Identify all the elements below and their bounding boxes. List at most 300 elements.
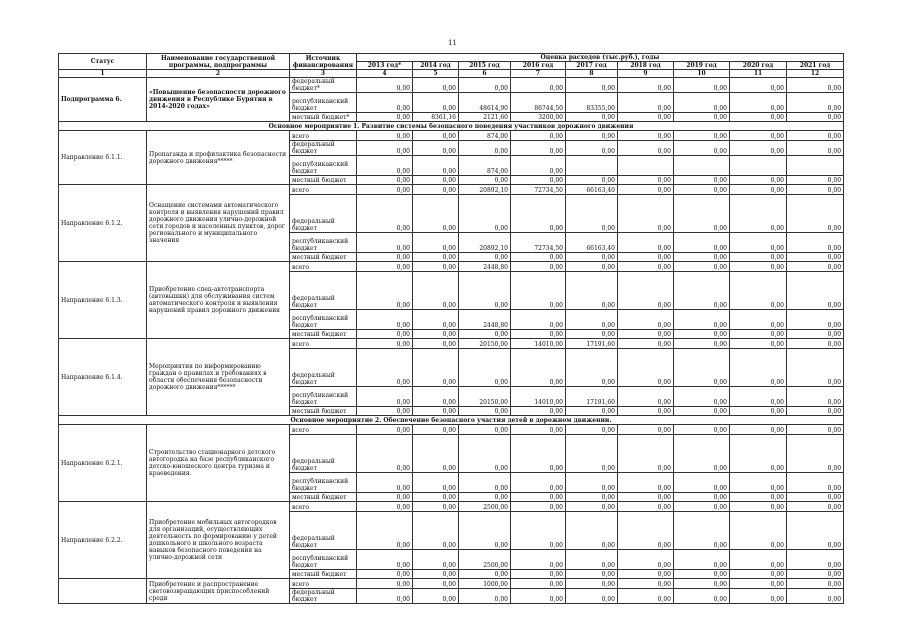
table-row — [59, 339, 844, 349]
funding-source: федеральный бюджет — [290, 195, 357, 233]
index-cell-3: 3 — [290, 70, 357, 78]
index-cell-1: 1 — [59, 70, 147, 78]
value-cell: 0,00 — [511, 176, 566, 185]
row-name: Строительство стационарного детского автогородка на базе республиканского детско-юношеского центра туризма и краеведения. — [147, 425, 290, 502]
value-cell: 0,00 — [618, 512, 674, 550]
header-year-9: 2021 год — [787, 62, 844, 70]
funding-source: всего — [290, 131, 357, 141]
value-cell: 72734,50 — [511, 233, 566, 253]
header-year-2: 2014 год — [413, 62, 459, 70]
value-cell: 0,00 — [357, 570, 413, 579]
value-cell: 0,00 — [511, 502, 566, 512]
header-status: Статус — [59, 54, 147, 70]
value-cell: 66163,40 — [566, 185, 618, 195]
value-cell: 0,00 — [787, 262, 844, 272]
value-cell: 0,00 — [618, 141, 674, 156]
value-cell — [618, 156, 674, 176]
index-cell-12: 12 — [787, 70, 844, 78]
value-cell: 17191,60 — [566, 339, 618, 349]
value-cell: 0,00 — [566, 407, 618, 416]
value-cell: 0,00 — [459, 253, 511, 262]
value-cell: 0,00 — [730, 349, 787, 387]
value-cell: 0,00 — [413, 493, 459, 502]
index-cell-6: 6 — [459, 70, 511, 78]
value-cell: 0,00 — [787, 113, 844, 122]
row-name: Оснащение системами автоматического контроля и выявления нарушений правил дорожного движения улично-дорожной сети городов и населенных пунктов, дорог регионального и муниципального значения — [147, 185, 290, 262]
table-row — [59, 78, 844, 93]
value-cell: 0,00 — [787, 272, 844, 310]
value-cell: 0,00 — [730, 435, 787, 473]
value-cell: 0,00 — [730, 387, 787, 407]
header-year-8: 2020 год — [730, 62, 787, 70]
value-cell: 0,00 — [357, 550, 413, 570]
funding-source: федеральный бюджет — [290, 589, 357, 604]
value-cell: 0,00 — [357, 156, 413, 176]
value-cell: 0,00 — [357, 502, 413, 512]
value-cell: 0,00 — [674, 387, 730, 407]
value-cell: 0,00 — [459, 407, 511, 416]
value-cell: 0,00 — [787, 233, 844, 253]
value-cell: 0,00 — [413, 195, 459, 233]
value-cell: 0,00 — [618, 272, 674, 310]
value-cell: 0,00 — [787, 579, 844, 589]
value-cell: 0,00 — [618, 310, 674, 330]
value-cell: 0,00 — [674, 176, 730, 185]
value-cell: 0,00 — [566, 253, 618, 262]
value-cell: 0,00 — [459, 435, 511, 473]
value-cell: 0,00 — [674, 93, 730, 113]
value-cell: 0,00 — [618, 387, 674, 407]
header-year-1: 2013 год* — [357, 62, 413, 70]
value-cell: 0,00 — [566, 425, 618, 435]
value-cell: 0,00 — [618, 473, 674, 493]
index-cell-7: 7 — [511, 70, 566, 78]
value-cell: 0,00 — [618, 407, 674, 416]
value-cell: 0,00 — [566, 589, 618, 604]
value-cell: 0,00 — [674, 131, 730, 141]
value-cell: 20150,00 — [459, 339, 511, 349]
value-cell: 0,00 — [730, 339, 787, 349]
funding-source: местный бюджет — [290, 407, 357, 416]
value-cell: 0,00 — [730, 233, 787, 253]
header-row-1 — [59, 54, 844, 62]
value-cell: 0,00 — [730, 502, 787, 512]
value-cell: 0,00 — [413, 579, 459, 589]
value-cell: 0,00 — [566, 579, 618, 589]
value-cell: 0,00 — [787, 425, 844, 435]
value-cell: 20150,00 — [459, 387, 511, 407]
value-cell: 0,00 — [674, 493, 730, 502]
value-cell: 0,00 — [787, 185, 844, 195]
value-cell: 0,00 — [413, 253, 459, 262]
row-status: Подпрограмма 6. — [59, 78, 147, 122]
value-cell: 0,00 — [618, 339, 674, 349]
value-cell: 0,00 — [730, 195, 787, 233]
value-cell: 0,00 — [511, 330, 566, 339]
value-cell: 0,00 — [459, 493, 511, 502]
value-cell: 0,00 — [357, 113, 413, 122]
funding-source: всего — [290, 339, 357, 349]
funding-source: федеральный бюджет — [290, 512, 357, 550]
value-cell: 0,00 — [511, 253, 566, 262]
value-cell: 0,00 — [459, 473, 511, 493]
value-cell: 0,00 — [566, 570, 618, 579]
funding-source: федеральный бюджет* — [290, 78, 357, 93]
value-cell: 0,00 — [730, 93, 787, 113]
value-cell: 0,00 — [357, 589, 413, 604]
value-cell: 0,00 — [618, 425, 674, 435]
value-cell: 0,00 — [413, 387, 459, 407]
value-cell: 0,00 — [566, 78, 618, 93]
funding-source: республиканский бюджет — [290, 233, 357, 253]
value-cell: 0,00 — [618, 493, 674, 502]
value-cell: 0,00 — [730, 141, 787, 156]
value-cell: 0,00 — [618, 502, 674, 512]
value-cell: 0,00 — [674, 233, 730, 253]
value-cell: 0,00 — [674, 113, 730, 122]
value-cell: 0,00 — [674, 570, 730, 579]
value-cell: 0,00 — [566, 113, 618, 122]
value-cell: 0,00 — [357, 93, 413, 113]
value-cell: 0,00 — [787, 330, 844, 339]
value-cell: 0,00 — [413, 156, 459, 176]
value-cell: 0,00 — [674, 272, 730, 310]
funding-source: республиканский бюджет — [290, 550, 357, 570]
value-cell: 0,00 — [730, 570, 787, 579]
value-cell: 0,00 — [787, 512, 844, 550]
value-cell: 0,00 — [618, 233, 674, 253]
value-cell: 20892,10 — [459, 185, 511, 195]
value-cell: 0,00 — [674, 253, 730, 262]
value-cell: 0,00 — [618, 570, 674, 579]
value-cell: 0,00 — [357, 349, 413, 387]
value-cell: 0,00 — [787, 310, 844, 330]
value-cell: 0,00 — [413, 131, 459, 141]
value-cell: 20892,10 — [459, 233, 511, 253]
section-heading-row — [59, 416, 844, 425]
value-cell: 0,00 — [413, 435, 459, 473]
value-cell: 0,00 — [566, 310, 618, 330]
row-status — [59, 579, 147, 604]
header-estimate: Оценка расходов (тыс.руб.), годы — [357, 54, 844, 62]
value-cell: 0,00 — [787, 195, 844, 233]
value-cell: 0,00 — [787, 387, 844, 407]
value-cell: 0,00 — [413, 473, 459, 493]
value-cell: 0,00 — [511, 272, 566, 310]
value-cell: 0,00 — [674, 512, 730, 550]
funding-source: республиканский бюджет — [290, 310, 357, 330]
value-cell: 17191,60 — [566, 387, 618, 407]
value-cell: 0,00 — [787, 473, 844, 493]
value-cell: 0,00 — [413, 502, 459, 512]
value-cell: 0,00 — [459, 570, 511, 579]
header-year-5: 2017 год — [566, 62, 618, 70]
value-cell: 0,00 — [357, 407, 413, 416]
value-cell: 0,00 — [413, 425, 459, 435]
header-year-7: 2019 год — [674, 62, 730, 70]
table-row — [59, 131, 844, 141]
value-cell: 0,00 — [566, 493, 618, 502]
value-cell: 0,00 — [674, 473, 730, 493]
value-cell: 0,00 — [459, 176, 511, 185]
value-cell: 0,00 — [511, 493, 566, 502]
value-cell: 0,00 — [618, 579, 674, 589]
value-cell: 0,00 — [787, 493, 844, 502]
index-row — [59, 70, 844, 78]
value-cell: 0,00 — [787, 570, 844, 579]
value-cell: 0,00 — [566, 502, 618, 512]
value-cell: 0,00 — [357, 387, 413, 407]
section-heading: Основное мероприятие 1. Развитие системы безопасного поведения участников дорожного движения — [59, 122, 844, 131]
value-cell: 0,00 — [413, 141, 459, 156]
row-name: «Повышение безопасности дорожного движения в Республике Бурятия в 2014-2020 годах» — [147, 78, 290, 122]
value-cell: 0,00 — [413, 339, 459, 349]
value-cell: 0,00 — [787, 176, 844, 185]
value-cell: 0,00 — [357, 339, 413, 349]
value-cell: 0,00 — [730, 78, 787, 93]
value-cell: 0,00 — [730, 176, 787, 185]
value-cell: 0,00 — [618, 113, 674, 122]
value-cell: 0,00 — [566, 141, 618, 156]
value-cell: 0,00 — [674, 78, 730, 93]
value-cell: 0,00 — [413, 512, 459, 550]
value-cell: 86744,50 — [511, 93, 566, 113]
row-status: Направление 6.1.1. — [59, 131, 147, 185]
value-cell: 0,00 — [674, 330, 730, 339]
funding-source: республиканский бюджет — [290, 473, 357, 493]
value-cell: 0,00 — [618, 330, 674, 339]
value-cell: 0,00 — [787, 78, 844, 93]
funding-source: республиканский бюджет — [290, 156, 357, 176]
value-cell: 0,00 — [511, 407, 566, 416]
funding-source: федеральный бюджет — [290, 435, 357, 473]
value-cell: 0,00 — [459, 589, 511, 604]
value-cell: 48614,90 — [459, 93, 511, 113]
value-cell: 0,00 — [413, 272, 459, 310]
value-cell: 14010,00 — [511, 387, 566, 407]
value-cell: 0,00 — [566, 330, 618, 339]
funding-source: всего — [290, 579, 357, 589]
value-cell — [730, 156, 787, 176]
value-cell: 0,00 — [787, 435, 844, 473]
value-cell: 0,00 — [413, 78, 459, 93]
value-cell: 0,00 — [459, 78, 511, 93]
value-cell: 1000,00 — [459, 579, 511, 589]
value-cell: 0,00 — [357, 185, 413, 195]
value-cell: 14010,00 — [511, 339, 566, 349]
value-cell — [566, 156, 618, 176]
value-cell: 0,00 — [357, 512, 413, 550]
value-cell: 0,00 — [674, 339, 730, 349]
value-cell: 0,00 — [566, 262, 618, 272]
funding-source: всего — [290, 185, 357, 195]
funding-source: республиканский бюджет — [290, 93, 357, 113]
value-cell: 0,00 — [674, 262, 730, 272]
value-cell: 0,00 — [566, 349, 618, 387]
value-cell: 2500,00 — [459, 502, 511, 512]
value-cell: 0,00 — [357, 131, 413, 141]
value-cell: 0,00 — [787, 339, 844, 349]
value-cell: 874,00 — [459, 156, 511, 176]
value-cell: 0,00 — [413, 330, 459, 339]
value-cell: 0,00 — [459, 195, 511, 233]
value-cell: 0,00 — [730, 550, 787, 570]
value-cell: 0,00 — [357, 435, 413, 473]
funding-source: федеральный бюджет — [290, 141, 357, 156]
value-cell: 0,00 — [730, 253, 787, 262]
row-status: Направление 6.2.2. — [59, 502, 147, 579]
value-cell: 0,00 — [511, 512, 566, 550]
value-cell: 0,00 — [674, 550, 730, 570]
section-heading: Основное мероприятие 2. Обеспечение безопасного участия детей в дорожном движении. — [59, 416, 844, 425]
value-cell: 0,00 — [674, 310, 730, 330]
value-cell: 0,00 — [511, 78, 566, 93]
value-cell: 2448,80 — [459, 262, 511, 272]
value-cell: 0,00 — [618, 253, 674, 262]
value-cell: 0,00 — [511, 310, 566, 330]
funding-source: местный бюджет — [290, 253, 357, 262]
value-cell: 0,00 — [674, 589, 730, 604]
value-cell: 0,00 — [459, 272, 511, 310]
header-year-4: 2016 год — [511, 62, 566, 70]
value-cell: 0,00 — [730, 113, 787, 122]
value-cell: 0,00 — [413, 176, 459, 185]
funding-source: всего — [290, 502, 357, 512]
row-status: Направление 6.1.2. — [59, 185, 147, 262]
value-cell: 0,00 — [674, 141, 730, 156]
page-number: 11 — [448, 39, 457, 47]
value-cell: 0,00 — [511, 262, 566, 272]
value-cell: 0,00 — [413, 262, 459, 272]
header-source: Источник финансирования — [290, 54, 357, 70]
value-cell: 0,00 — [618, 78, 674, 93]
header-name: Наименование государственной программы, подпрограммы — [147, 54, 290, 70]
row-status: Направление 6.1.3. — [59, 262, 147, 339]
value-cell: 0,00 — [357, 195, 413, 233]
value-cell: 0,00 — [413, 233, 459, 253]
value-cell: 3200,00 — [511, 113, 566, 122]
value-cell: 0,00 — [357, 473, 413, 493]
value-cell: 0,00 — [618, 550, 674, 570]
value-cell: 0,00 — [787, 93, 844, 113]
value-cell: 0,00 — [413, 185, 459, 195]
header-year-6: 2018 год — [618, 62, 674, 70]
value-cell: 0,00 — [459, 425, 511, 435]
value-cell: 0,00 — [413, 349, 459, 387]
value-cell: 0,00 — [618, 131, 674, 141]
value-cell — [787, 156, 844, 176]
funding-source: местный бюджет — [290, 493, 357, 502]
funding-source: федеральный бюджет — [290, 349, 357, 387]
value-cell: 0,00 — [459, 141, 511, 156]
row-name: Пропаганда и профилактика безопасности дорожного движения***** — [147, 131, 290, 185]
value-cell: 0,00 — [787, 349, 844, 387]
funding-source: местный бюджет* — [290, 113, 357, 122]
value-cell: 0,00 — [730, 425, 787, 435]
value-cell: 72734,50 — [511, 185, 566, 195]
value-cell: 0,00 — [511, 156, 566, 176]
value-cell: 0,00 — [566, 195, 618, 233]
value-cell: 0,00 — [511, 579, 566, 589]
value-cell: 0,00 — [357, 330, 413, 339]
value-cell: 0,00 — [357, 262, 413, 272]
index-cell-8: 8 — [566, 70, 618, 78]
funding-source: всего — [290, 262, 357, 272]
value-cell: 0,00 — [730, 310, 787, 330]
index-cell-9: 9 — [618, 70, 674, 78]
value-cell: 0,00 — [674, 407, 730, 416]
row-name: Приобретение мобильных автогородков для организаций, осуществляющих деятельность по формированию у детей дошкольного и школьного возраста навыков безопасного поведения на улично-дорожной сети — [147, 502, 290, 579]
table-row — [59, 185, 844, 195]
value-cell: 0,00 — [357, 310, 413, 330]
value-cell: 0,00 — [787, 141, 844, 156]
value-cell: 8361,16 — [413, 113, 459, 122]
value-cell: 0,00 — [511, 349, 566, 387]
value-cell: 0,00 — [357, 78, 413, 93]
funding-source: всего — [290, 425, 357, 435]
row-status: Направление 6.2.1. — [59, 425, 147, 502]
value-cell: 0,00 — [357, 176, 413, 185]
value-cell: 0,00 — [730, 579, 787, 589]
value-cell: 0,00 — [618, 176, 674, 185]
value-cell: 0,00 — [674, 502, 730, 512]
value-cell: 0,00 — [357, 579, 413, 589]
value-cell: 0,00 — [730, 272, 787, 310]
value-cell: 0,00 — [511, 550, 566, 570]
row-name: Приобретение и распространение световозвращающих приспособлений среди — [147, 579, 290, 604]
value-cell: 0,00 — [511, 435, 566, 473]
value-cell: 0,00 — [730, 185, 787, 195]
value-cell: 0,00 — [511, 131, 566, 141]
value-cell: 0,00 — [618, 93, 674, 113]
value-cell: 0,00 — [566, 473, 618, 493]
value-cell: 0,00 — [730, 407, 787, 416]
value-cell: 0,00 — [511, 473, 566, 493]
expense-table — [58, 53, 844, 604]
value-cell: 0,00 — [413, 93, 459, 113]
value-cell: 0,00 — [787, 589, 844, 604]
funding-source: федеральный бюджет — [290, 272, 357, 310]
value-cell: 0,00 — [413, 589, 459, 604]
value-cell: 0,00 — [511, 589, 566, 604]
value-cell: 0,00 — [618, 195, 674, 233]
value-cell: 0,00 — [730, 330, 787, 339]
value-cell: 0,00 — [566, 176, 618, 185]
value-cell: 0,00 — [357, 253, 413, 262]
value-cell: 0,00 — [459, 349, 511, 387]
table-row — [59, 425, 844, 435]
row-name: Мероприятия по информированию граждан о правилах и требованиях в области обеспечения безопасности дорожного движения****** — [147, 339, 290, 416]
value-cell: 0,00 — [787, 407, 844, 416]
value-cell: 2448,80 — [459, 310, 511, 330]
row-status: Направление 6.1.4. — [59, 339, 147, 416]
index-cell-10: 10 — [674, 70, 730, 78]
value-cell: 0,00 — [459, 512, 511, 550]
value-cell: 0,00 — [787, 131, 844, 141]
index-cell-2: 2 — [147, 70, 290, 78]
value-cell: 0,00 — [566, 512, 618, 550]
value-cell: 0,00 — [674, 579, 730, 589]
table-row — [59, 262, 844, 272]
value-cell: 0,00 — [413, 407, 459, 416]
value-cell: 66163,40 — [566, 233, 618, 253]
value-cell: 0,00 — [618, 435, 674, 473]
value-cell: 0,00 — [511, 570, 566, 579]
value-cell: 0,00 — [618, 349, 674, 387]
header-year-3: 2015 год — [459, 62, 511, 70]
row-name: Приобретение спец-автотранспорта (автовышки) для обслуживания систем автоматического контроля и выявления нарушений правил дорожного движения — [147, 262, 290, 339]
value-cell: 0,00 — [566, 550, 618, 570]
